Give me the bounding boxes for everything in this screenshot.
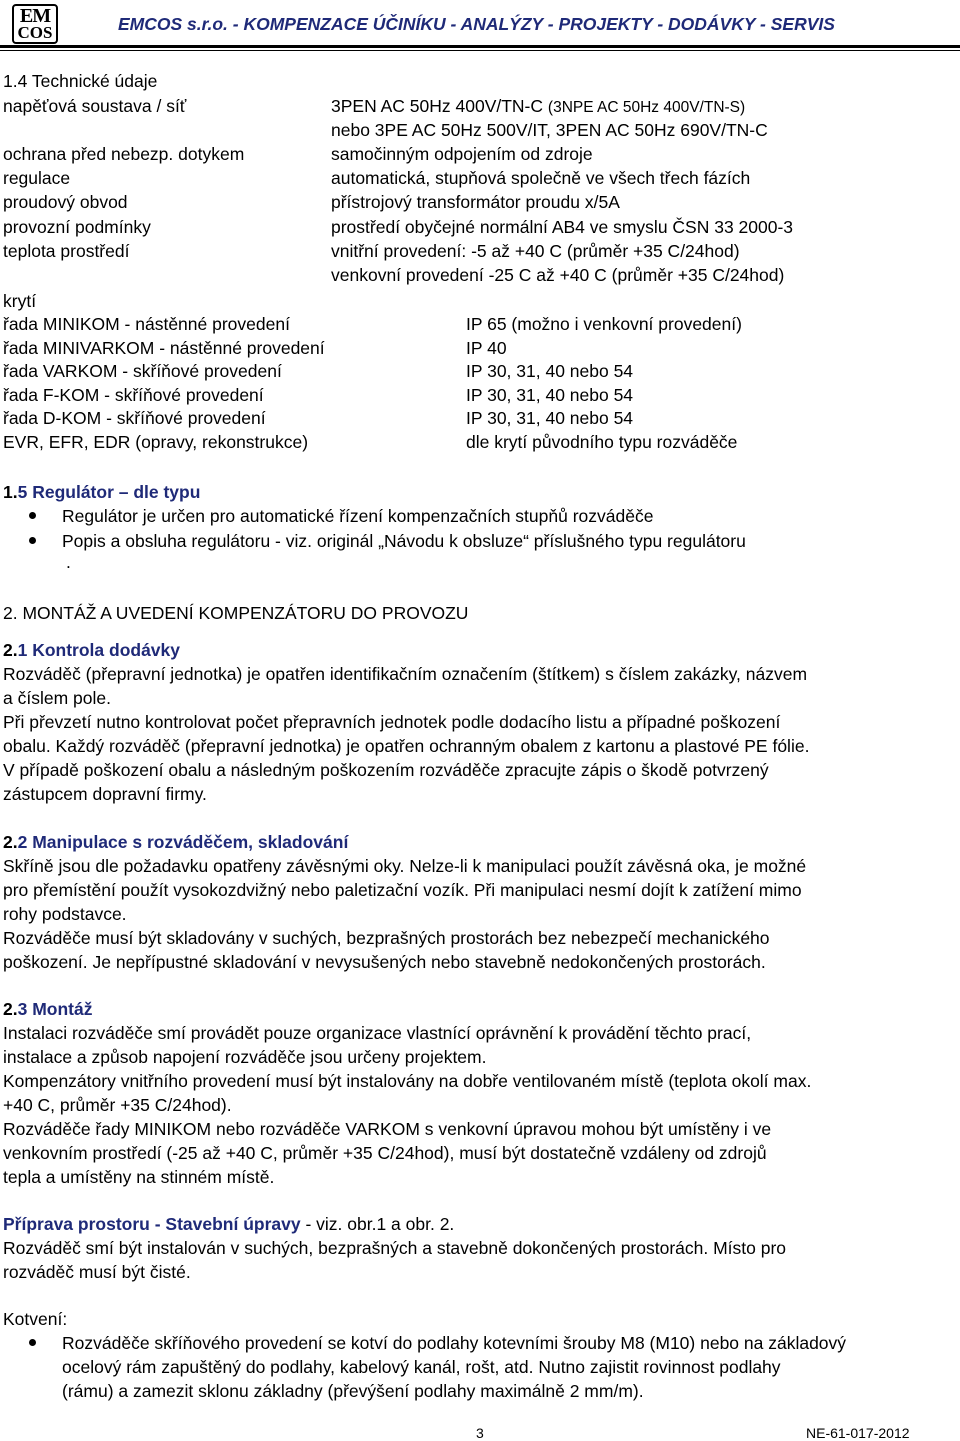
section-2-heading: 2. MONTÁŽ A UVEDENÍ KOMPENZÁTORU DO PROVOZU <box>3 603 469 623</box>
kryti-row-value: IP 65 (možno i venkovní provedení) <box>466 314 742 334</box>
s21-line: V případě poškození obalu a následným poškozením rozváděče zpracujte zápis o škodě potvrzený <box>3 760 769 780</box>
tech-value-main: 3PEN AC 50Hz 400V/TN-C <box>331 96 544 116</box>
tech-label: napěťová soustava / síť <box>3 96 187 116</box>
kryti-row-label: řada MINIKOM - nástěnné provedení <box>3 314 290 334</box>
bullet-icon <box>29 537 36 544</box>
tech-value: vnitřní provedení: -5 až +40 C (průměr +35 C/24hod) <box>331 241 740 261</box>
s23-line: venkovním prostředí (-25 až +40 C, průměr +35 C/24hod), musí být dostatečně vzdáleny od zdrojů <box>3 1143 767 1163</box>
page-number: 3 <box>476 1425 484 1441</box>
tech-label: proudový obvod <box>3 192 128 212</box>
s23-heading <box>3 998 92 1020</box>
s21-heading-text: 1 Kontrola dodávky <box>17 640 181 660</box>
regulator-heading <box>3 481 200 503</box>
tech-value: automatická, stupňová společně ve všech třech fázích <box>331 168 751 188</box>
tech-heading: 1.4 Technické údaje <box>3 71 158 91</box>
s21-line: zástupcem dopravní firmy. <box>3 784 207 804</box>
regulator-bullet: Regulátor je určen pro automatické řízení kompenzačních stupňů rozváděče <box>62 506 654 526</box>
stray-dot: . <box>66 552 71 572</box>
s23-line: Rozváděče řady MINIKOM nebo rozváděče VARKOM s venkovní úpravou mohou být umístěny i ve <box>3 1119 772 1139</box>
logo-text-top: EM <box>19 5 51 27</box>
bullet-icon <box>29 512 36 519</box>
kryti-row-label: řada MINIVARKOM - nástěnné provedení <box>3 338 325 358</box>
bullet-icon <box>29 1339 36 1346</box>
tech-value: venkovní provedení -25 C až +40 C (průměr +35 C/24hod) <box>331 265 785 285</box>
regulator-bullet: Popis a obsluha regulátoru - viz. originál „Návodu k obsluze“ příslušného typu regulátoru <box>62 531 746 551</box>
kryti-row-label: řada D-KOM - skříňové provedení <box>3 408 266 428</box>
s22-line: rohy podstavce. <box>3 904 127 924</box>
kryti-row-value: dle krytí původního typu rozváděče <box>466 432 738 452</box>
s22-line: pro přemístění použít vysokozdvižný nebo paletizační vozík. Při manipulaci nesmí dojít k zatížení mimo <box>3 880 802 900</box>
s23-line: Instalaci rozváděče smí provádět pouze organizace vlastnící oprávnění k provádění těchto prací, <box>3 1023 752 1043</box>
header-divider-thin <box>0 50 960 51</box>
tech-value-small: (3NPE AC 50Hz 400V/TN-S) <box>547 99 746 116</box>
tech-value: přístrojový transformátor proudu x/5A <box>331 192 620 212</box>
s21-heading <box>3 639 180 661</box>
priprava-rest: - viz. obr.1 a obr. 2. <box>300 1214 455 1234</box>
tech-value: prostředí obyčejné normální AB4 ve smyslu ČSN 33 2000-3 <box>331 217 794 237</box>
header-divider <box>0 45 960 48</box>
emcos-logo <box>12 4 58 44</box>
s21-line: obalu. Každý rozváděč (přepravní jednotka) je opatřen ochranným obalem z kartonu a plastové PE fólie. <box>3 736 810 756</box>
s21-heading-num: 2. <box>3 640 18 660</box>
kotveni-label: Kotvení: <box>3 1309 68 1329</box>
kryti-row-label: EVR, EFR, EDR (opravy, rekonstrukce) <box>3 432 309 452</box>
s22-heading-num: 2. <box>3 832 18 852</box>
priprava-bold-lead: Příprava prostoru - Stavební úpravy <box>3 1214 301 1234</box>
s23-heading-num: 2. <box>3 999 18 1019</box>
s23-line: Kompenzátory vnitřního provedení musí být instalovány na dobře ventilovaném místě (teplota okolí max. <box>3 1071 812 1091</box>
kryti-label: krytí <box>3 291 37 311</box>
kotveni-line: ocelový rám zapuštěný do podlahy, kabelový kanál, rošt, atd. Nutno zajistit rovinnost podlahy <box>62 1357 781 1377</box>
tech-label: provozní podmínky <box>3 217 151 237</box>
tech-value: samočinným odpojením od zdroje <box>331 144 593 164</box>
document-id: NE-61-017-2012 <box>806 1425 910 1441</box>
tech-value <box>331 95 745 119</box>
s23-heading-text: 3 Montáž <box>17 999 93 1019</box>
regulator-heading-num: 1. <box>3 482 18 502</box>
s22-line: Rozváděče musí být skladovány v suchých, bezprašných prostorách bez nebezpečí mechanického <box>3 928 770 948</box>
header-title: EMCOS s.r.o. - KOMPENZACE ÚČINÍKU - ANALÝZY - PROJEKTY - DODÁVKY - SERVIS <box>118 14 835 34</box>
tech-label: regulace <box>3 168 71 188</box>
tech-label: ochrana před nebezp. dotykem <box>3 144 245 164</box>
s21-line: a číslem pole. <box>3 688 111 708</box>
kotveni-line: Rozváděče skříňového provedení se kotví do podlahy kotevními šrouby M8 (M10) nebo na základový <box>62 1333 847 1353</box>
logo-text-bottom: COS <box>17 23 53 42</box>
s23-line: tepla a umístěny na stinném místě. <box>3 1167 275 1187</box>
s22-line: Skříně jsou dle požadavku opatřeny závěsnými oky. Nelze-li k manipulaci použít závěsná oka, je možné <box>3 856 807 876</box>
tech-value: nebo 3PE AC 50Hz 500V/IT, 3PEN AC 50Hz 690V/TN-C <box>331 120 768 140</box>
regulator-heading-text: 5 Regulátor – dle typu <box>17 482 201 502</box>
s21-line: Rozváděč (přepravní jednotka) je opatřen identifikačním označením (štítkem) s číslem zakázky, názvem <box>3 664 808 684</box>
kryti-row-value: IP 30, 31, 40 nebo 54 <box>466 408 634 428</box>
s22-heading <box>3 831 348 853</box>
s21-line: Při převzetí nutno kontrolovat počet přepravních jednotek podle dodacího listu a případné poškození <box>3 712 781 732</box>
s22-heading-text: 2 Manipulace s rozváděčem, skladování <box>17 832 349 852</box>
kotveni-line: (rámu) a zamezit sklonu základny (převýšení podlahy maximálně 2 mm/m). <box>62 1381 644 1401</box>
kryti-row-value: IP 30, 31, 40 nebo 54 <box>466 385 634 405</box>
priprava-heading <box>3 1213 454 1235</box>
kryti-row-label: řada F-KOM - skříňové provedení <box>3 385 264 405</box>
kryti-row-label: řada VARKOM - skříňové provedení <box>3 361 282 381</box>
tech-label: teplota prostředí <box>3 241 130 261</box>
s23-line: +40 C, průměr +35 C/24hod). <box>3 1095 232 1115</box>
s23-line: instalace a způsob napojení rozváděče jsou určeny projektem. <box>3 1047 487 1067</box>
priprava-line: Rozváděč smí být instalován v suchých, bezprašných a stavebně dokončených prostorách. Místo pro <box>3 1238 787 1258</box>
priprava-line: rozváděč musí být čisté. <box>3 1262 191 1282</box>
s22-line: poškození. Je nepřípustné skladování v nevysušených nebo stavebně nedokončených prostorách. <box>3 952 766 972</box>
kryti-row-value: IP 40 <box>466 338 507 358</box>
kryti-row-value: IP 30, 31, 40 nebo 54 <box>466 361 634 381</box>
